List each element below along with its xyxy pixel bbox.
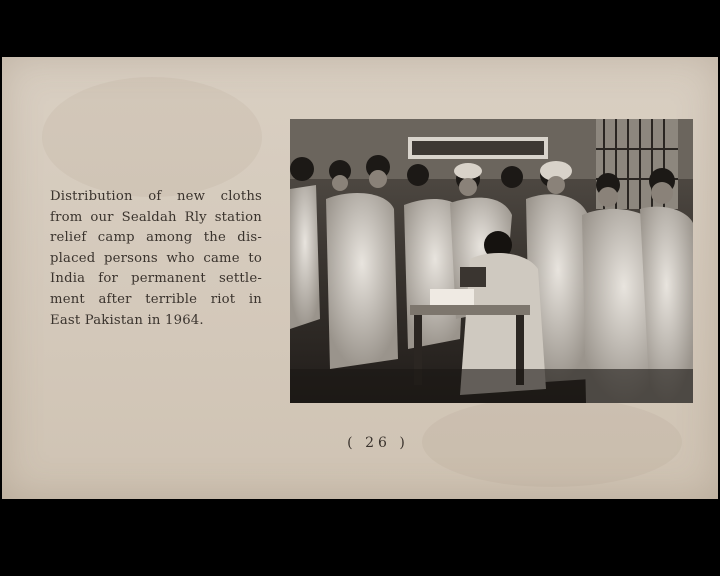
page-number: ( 26 ) (347, 435, 409, 451)
caption-line: East Pakistan in 1964. (50, 312, 204, 328)
photo-caption (50, 187, 262, 331)
caption-line: ment after terrible riot in (50, 291, 262, 307)
caption-line: India for permanent settle- (50, 271, 262, 287)
scanned-page (2, 57, 718, 499)
photograph-image (290, 119, 693, 403)
caption-line: Distribution of new cloths (50, 189, 262, 204)
caption-line: from our Sealdah Rly station (50, 209, 262, 225)
paper-stain (422, 397, 682, 487)
paper-stain (42, 77, 262, 197)
caption-line: placed persons who came to (50, 250, 262, 266)
caption-line: relief camp among the dis- (50, 230, 262, 246)
relief-camp-photograph (290, 119, 693, 403)
